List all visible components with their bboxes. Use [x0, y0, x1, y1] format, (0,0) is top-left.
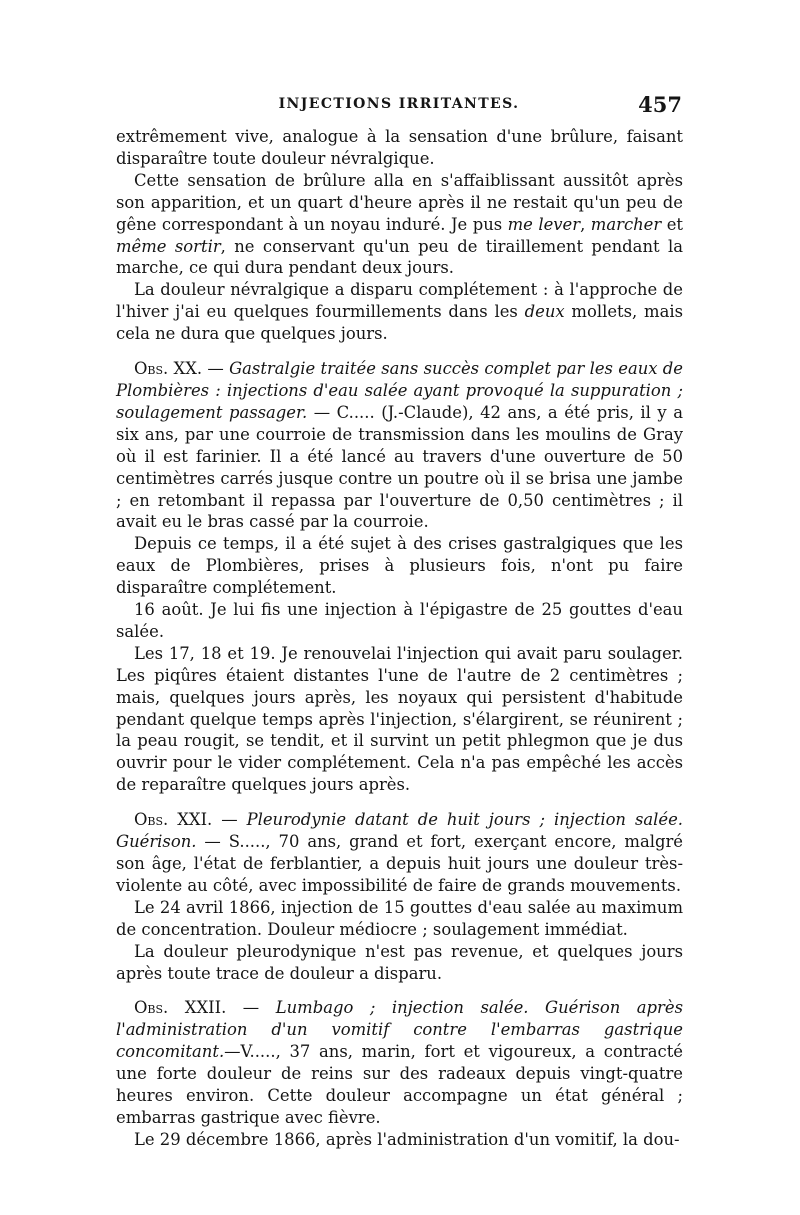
observation-title: Lumbago ; injection salée. Guérison après l'administration d'un vomitif contre l'embarras gastrique concomitant. [116, 998, 683, 1062]
text-run: Cette sensation de brûlure alla en s'affaiblissant aussitôt après son apparition, et un quart d'heure après il ne restait qu'un peu de gêne correspondant à un noyau induré. Je pus [116, 170, 683, 234]
paragraph-gastralgic-crises [116, 533, 683, 599]
text-run: — C..... (J.-Claude), 42 ans, a été pris, il y a six ans, par une courroie de transmission dans les moulins de Gray où il est farinier. Il a été lancé au travers d'une ouverture de 50 centimètres carrés jusque contre un poutre où il se brisa une jambe ; en retombant il repassa par l'ouverture de 0,50 centimètres ; il avait eu le bras cassé par la courroie. [116, 402, 683, 532]
text-run: Le 29 décembre 1866, après l'administration d'un vomitif, la dou- [134, 1129, 680, 1149]
text-run: , ne conservant qu'un peu de tiraillement pendant la marche, ce qui dura pendant deux jours. [116, 236, 683, 278]
text-run: La douleur pleurodynique n'est pas revenue, et quelques jours après toute trace de douleur a disparu. [116, 941, 683, 983]
text-run: Depuis ce temps, il a été sujet à des crises gastralgiques que les eaux de Plombières, prises à plusieurs fois, n'ont pu faire disparaître complétement. [116, 534, 683, 598]
italic-run: même sortir [116, 236, 221, 256]
observation-label: Obs. XX. — [134, 359, 230, 379]
observation-label: Obs. XXI. — [134, 810, 247, 830]
running-title: INJECTIONS IRRITANTES. [278, 96, 520, 112]
paragraph-17-18-19 [116, 643, 683, 796]
observation-title: Pleurodynie datant de huit jours ; injection salée. Guérison. [116, 810, 683, 852]
paragraph-16-august [116, 599, 683, 643]
text-run: —V....., 37 ans, marin, fort et vigoureux, a contracté une forte douleur de reins sur des radeaux depuis vingt-quatre heures environ. Cette douleur accompagne un état général ; embarras gastrique avec fièvre. [116, 1042, 683, 1127]
paragraph-pain-not-returned [116, 941, 683, 985]
paragraph-burning-sensation [116, 170, 683, 280]
paragraph-neuralgia-gone [116, 279, 683, 345]
running-header [116, 92, 682, 122]
observation-xxii [116, 997, 683, 1128]
text-run: mollets, mais cela ne dura que quelques jours. [116, 302, 683, 344]
body-text [116, 126, 683, 1151]
text-run: , [580, 214, 591, 234]
page-number: 457 [638, 92, 682, 117]
text-run: extrêmement vive, analogue à la sensation d'une brûlure, faisant disparaître toute douleur névralgique. [116, 127, 683, 168]
paragraph-29-december [116, 1129, 683, 1151]
text-run: La douleur névralgique a disparu complétement : à l'approche de l'hiver j'ai eu quelques fourmillements dans les [116, 280, 683, 322]
text-run: 16 août. Je lui fis une injection à l'épigastre de 25 gouttes d'eau salée. [116, 600, 683, 641]
observation-title: Gastralgie traitée sans succès complet par les eaux de Plombières : injections d'eau salée ayant provoqué la suppuration ; soulagement passager. [116, 359, 683, 422]
text-run: — S....., 70 ans, grand et fort, exerçant encore, malgré son âge, l'état de ferblantier, a depuis huit jours une douleur très-violente au côté, avec impossibilité de faire de grands mouvements. [116, 832, 683, 895]
italic-run: me lever [507, 214, 581, 234]
observation-xxi [116, 809, 683, 897]
text-run: Les 17, 18 et 19. Je renouvelai l'injection qui avait paru soulager. Les piqûres étaient distantes l'une de l'autre de 2 centimètres ; mais, quelques jours après, les noyaux qui persistent d'habitude pendant quelque temps après l'injection, s'élargirent, se réunirent ; la peau rougit, se tendit, et il survint un petit phlegmon que je dus ouvrir pour le vider complétement. Cela n'a pas empêché les accès de reparaître quelques jours après. [116, 643, 683, 795]
paragraph-continuation [116, 126, 683, 170]
text-run: Le 24 avril 1866, injection de 15 gouttes d'eau salée au maximum de concentration. Douleur médiocre ; soulagement immédiat. [116, 897, 683, 939]
paragraph-24-april [116, 897, 683, 941]
observation-label: Obs. XXII. — [134, 998, 276, 1018]
italic-run: deux [524, 302, 565, 322]
italic-run: marcher [590, 214, 662, 234]
text-run: et [661, 214, 683, 234]
observation-xx [116, 358, 683, 533]
